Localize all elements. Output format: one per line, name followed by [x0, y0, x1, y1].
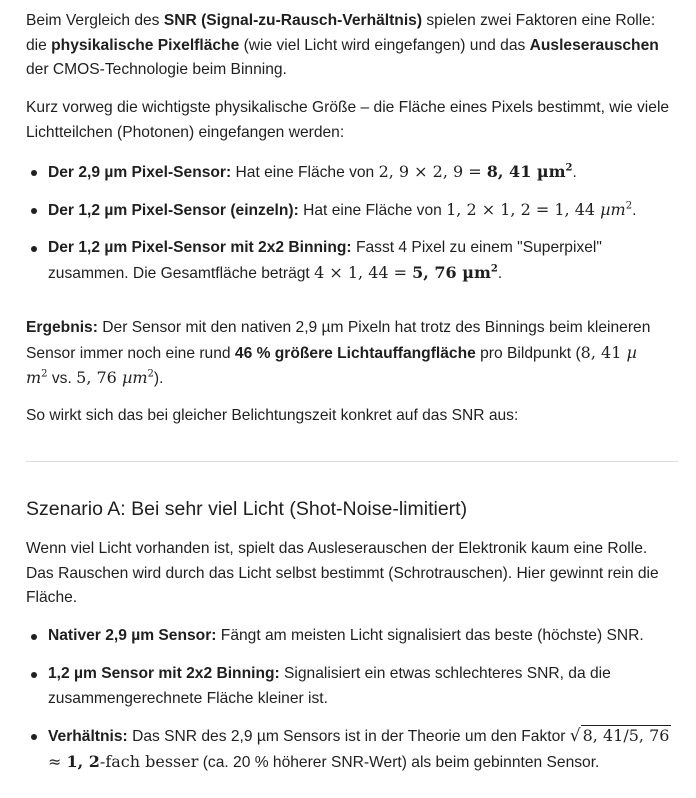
list-item	[26, 624, 676, 649]
list-item: Der 2,9 µm Pixel-Sensor: Hat eine Fläche von 2, 9 × 2, 9 = 8, 41 µm$^2$.	[26, 160, 676, 186]
scenario-a-heading: Szenario A: Bei sehr viel Licht (Shot-Noise-limitiert)	[26, 498, 468, 520]
item-label: Der 2,9 µm Pixel-Sensor:	[48, 164, 232, 181]
list-item: Der 1,2 µm Pixel-Sensor mit 2x2 Binning: Fasst 4 Pixel zu einem "Superpixel" zusammen. Die Gesamtfläche beträgt 4 × 1, 44 = 5, 76 µm$^2$.	[26, 236, 676, 286]
intro-paragraph	[26, 9, 676, 83]
list-item: Verhältnis: Das SNR des 2,9 µm Sensors ist in der Theorie um den Faktor √ 8, 41/5, 76 ≈ 1, 2-fach besser (ca. 20 % höherer SNR-Wert) als beim gebinnten Sensor.	[26, 724, 676, 775]
item-text: Hat eine Fläche von	[298, 202, 447, 219]
item-label: Verhältnis:	[48, 728, 128, 745]
result-paragraph: Ergebnis: Der Sensor mit den nativen 2,9 µm Pixeln hat trotz des Binnings beim kleineren Sensor immer noch eine rund 46 % größere Lichtauffangfläche pro Bildpunkt (8, 41 µ $m^2$ vs. 5, 76 µm$^2$).	[26, 319, 651, 387]
text: der CMOS-Technologie beim Binning.	[26, 61, 287, 78]
area-intro-paragraph: Kurz vorweg die wichtigste physikalische Größe – die Fläche eines Pixels bestimmt, wie viele Lichtteilchen (Photonen) eingefangen werden:	[26, 99, 670, 141]
item-text: Fängt am meisten Licht signalisiert das beste (höchste) SNR.	[216, 627, 644, 644]
text: Beim Vergleich des	[26, 12, 164, 29]
sqrt-icon: √	[569, 726, 581, 746]
item-label: Der 1,2 µm Pixel-Sensor (einzeln):	[48, 202, 299, 219]
item-text: Hat eine Fläche von	[231, 164, 379, 181]
result-highlight: 46 % größere Lichtauffangfläche	[234, 344, 476, 362]
scenario-a-intro: Wenn viel Licht vorhanden ist, spielt das Ausleserauschen der Elektronik kaum eine Rolle. Das Rauschen wird durch das Licht selbst bestimmt (Schrotrauschen). Hier gewinnt rein die Fläche.	[26, 540, 659, 606]
result-label: Ergebnis:	[26, 319, 98, 336]
pixel-area-term: physikalische Pixelfläche	[51, 36, 240, 54]
item-label: Der 1,2 µm Pixel-Sensor mit 2x2 Binning:	[48, 239, 352, 256]
formula: 1, 2 × 1, 2 = 1, 44 µm$^2$	[446, 200, 633, 219]
item-label: Nativer 2,9 µm Sensor:	[48, 627, 217, 644]
transition-paragraph: So wirkt sich das bei gleicher Belichtungszeit konkret auf das SNR aus:	[26, 407, 519, 424]
list-item: Der 1,2 µm Pixel-Sensor (einzeln): Hat eine Fläche von 1, 2 × 1, 2 = 1, 44 µm$^2$.	[26, 198, 676, 224]
text: (wie viel Licht wird eingefangen) und das	[239, 36, 530, 54]
section-divider	[26, 461, 678, 462]
formula: 2, 9 × 2, 9 = 8, 41 µm$^2$	[378, 162, 573, 181]
item-label: 1,2 µm Sensor mit 2x2 Binning:	[48, 665, 280, 682]
item-text: Signalisiert ein etwas schlechteres SNR, da die zusammengerechnete Fläche kleiner ist.	[48, 665, 611, 707]
readout-noise-term: Ausleserauschen	[529, 36, 659, 54]
text: spielen zwei Faktoren eine Rolle: die	[26, 12, 656, 54]
snr-term: SNR (Signal-zu-Rausch-Verhältnis)	[163, 12, 423, 29]
list-item	[26, 662, 676, 711]
formula: 4 × 1, 44 = 5, 76 µm$^2$	[314, 262, 498, 282]
item-text: Fasst 4 Pixel zu einem "Superpixel" zusammen. Die Gesamtfläche beträgt	[48, 239, 602, 282]
factor-formula: ≈ 1, 2-fach besser	[48, 751, 199, 771]
sqrt-formula: 8, 41/5, 76	[582, 726, 670, 745]
item-text: Das SNR des 2,9 µm Sensors ist in der Theorie um den Faktor	[127, 728, 570, 745]
